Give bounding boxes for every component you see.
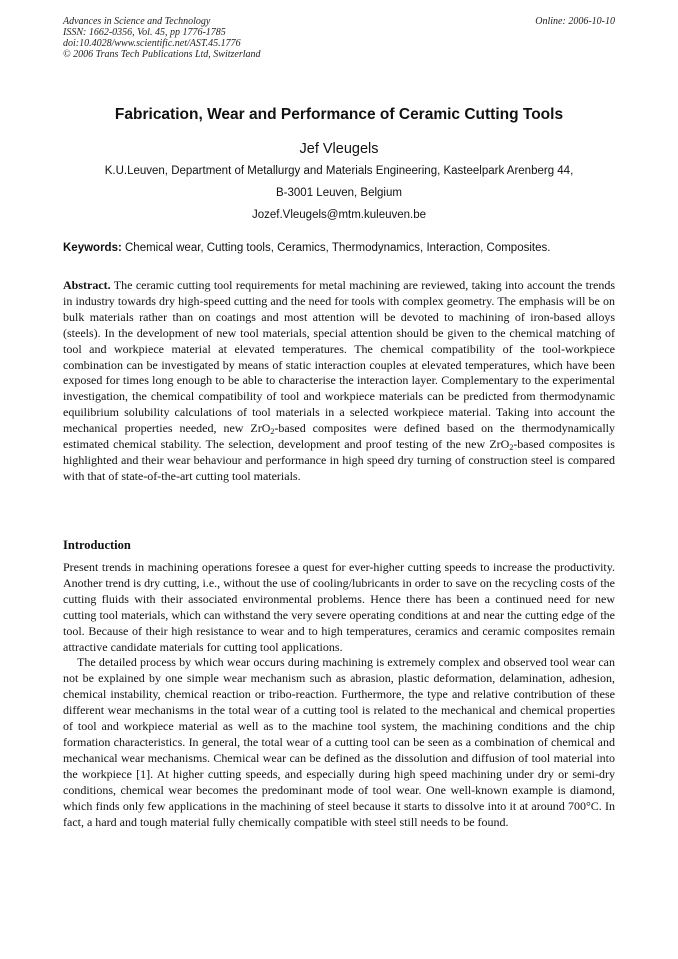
keywords-label: Keywords:	[63, 242, 122, 254]
abstract	[63, 278, 615, 485]
abstract-text-1: The ceramic cutting tool requirements for metal machining are reviewed, taking into account the trends in industry towards dry high-speed cutting and the need for tools with complex geometry. The emphasis will be on bulk materials rather than on coatings and most attention will be devoted to machining of iron-based alloys (steels). In the development of new tool materials, special attention should be given to the chemical matching of tool and workpiece material at elevated temperatures. The chemical compatibility of the tool-workpiece combination can be investigated by means of static interaction couples at elevated temperatures, which have been exposed for times long enough to be able to characterise the interaction layer. Complementary to the experimental investigation, the chemical compatibility of tool and workpiece materials can be predicted from thermodynamic equilibrium solubility calculations of tool materials in a selected workpiece material. Taking into account the mechanical properties needed, new ZrO	[63, 278, 615, 436]
author-name: Jef Vleugels	[299, 141, 379, 157]
paper-title: Fabrication, Wear and Performance of Ceramic Cutting Tools	[114, 106, 564, 123]
abstract-subscript-2: 2	[509, 443, 514, 453]
journal-header	[63, 16, 615, 60]
intro-paragraph-2: The detailed process by which wear occurs during machining is extremely complex and observed tool wear can not be explained by one simple wear mechanism such as abrasion, plastic deformation, delamination, adhesion, chemical instability, chemical reaction or tribo-reaction. Furthermore, the type and relative contribution of these different wear mechanisms in the total wear of a cutting tool is related to the mechanical and chemical properties of tool and workpiece material as well as to the machine tool system, the machining conditions and the chip formation characteristics. In general, the total wear of a cutting tool can be seen as a combination of chemical and mechanical wear mechanisms. Chemical wear can be defined as the dissolution and diffusion of tool material into the workpiece [1]. At higher cutting speeds, and especially during high speed machining under dry or semi-dry conditions, chemical wear becomes the predominant mode of tool wear. One well-known example is diamond, which finds only few applications in the machining of steel because it starts to dissolve into it at around 700°C. In fact, a hard and tough material fully chemically compatible with steel still needs to be found.	[63, 655, 615, 829]
online-date: Online: 2006-10-10	[535, 16, 615, 27]
copyright-line: © 2006 Trans Tech Publications Ltd, Switzerland	[63, 49, 261, 60]
author-email: Jozef.Vleugels@mtm.kuleuven.be	[251, 209, 427, 221]
keywords	[63, 242, 623, 254]
issn-line: ISSN: 1662-0356, Vol. 45, pp 1776-1785	[63, 27, 226, 38]
doi-line: doi:10.4028/www.scientific.net/AST.45.1776	[63, 38, 241, 49]
abstract-label: Abstract.	[63, 278, 111, 292]
affiliation-line-1: K.U.Leuven, Department of Metallurgy and Materials Engineering, Kasteelpark Arenberg 44,	[104, 165, 574, 177]
journal-name: Advances in Science and Technology	[63, 16, 211, 27]
keywords-text: Chemical wear, Cutting tools, Ceramics, Thermodynamics, Interaction, Composites.	[121, 242, 551, 254]
affiliation-line-2: B-3001 Leuven, Belgium	[276, 187, 402, 199]
intro-paragraph-1: Present trends in machining operations foresee a quest for ever-higher cutting speeds to increase the productivity. Another trend is dry cutting, i.e., without the use of cooling/lubricants in order to save on the recycling costs of the cutting fluids with their associated environmental problems. Hence there has been a continued need for new cutting tool materials, which can withstand the very severe operating conditions at and near the cutting edge of the tool. Because of their high resistance to wear and to high temperatures, ceramics and ceramic composites remain attractive candidate materials for cutting tool applications.	[63, 560, 615, 654]
abstract-subscript-1: 2	[270, 427, 275, 437]
abstract-text-2: -based composites were defined based on the thermodynamically estimated chemical stability. The selection, development and proof testing of the new ZrO	[63, 421, 615, 452]
section-heading-introduction: Introduction	[63, 538, 131, 552]
abstract-text-3: -based composites is highlighted and their wear behaviour and performance in high speed dry turning of construction steel is compared with that of state-of-the-art cutting tool materials.	[63, 437, 615, 483]
introduction-body	[63, 560, 615, 830]
